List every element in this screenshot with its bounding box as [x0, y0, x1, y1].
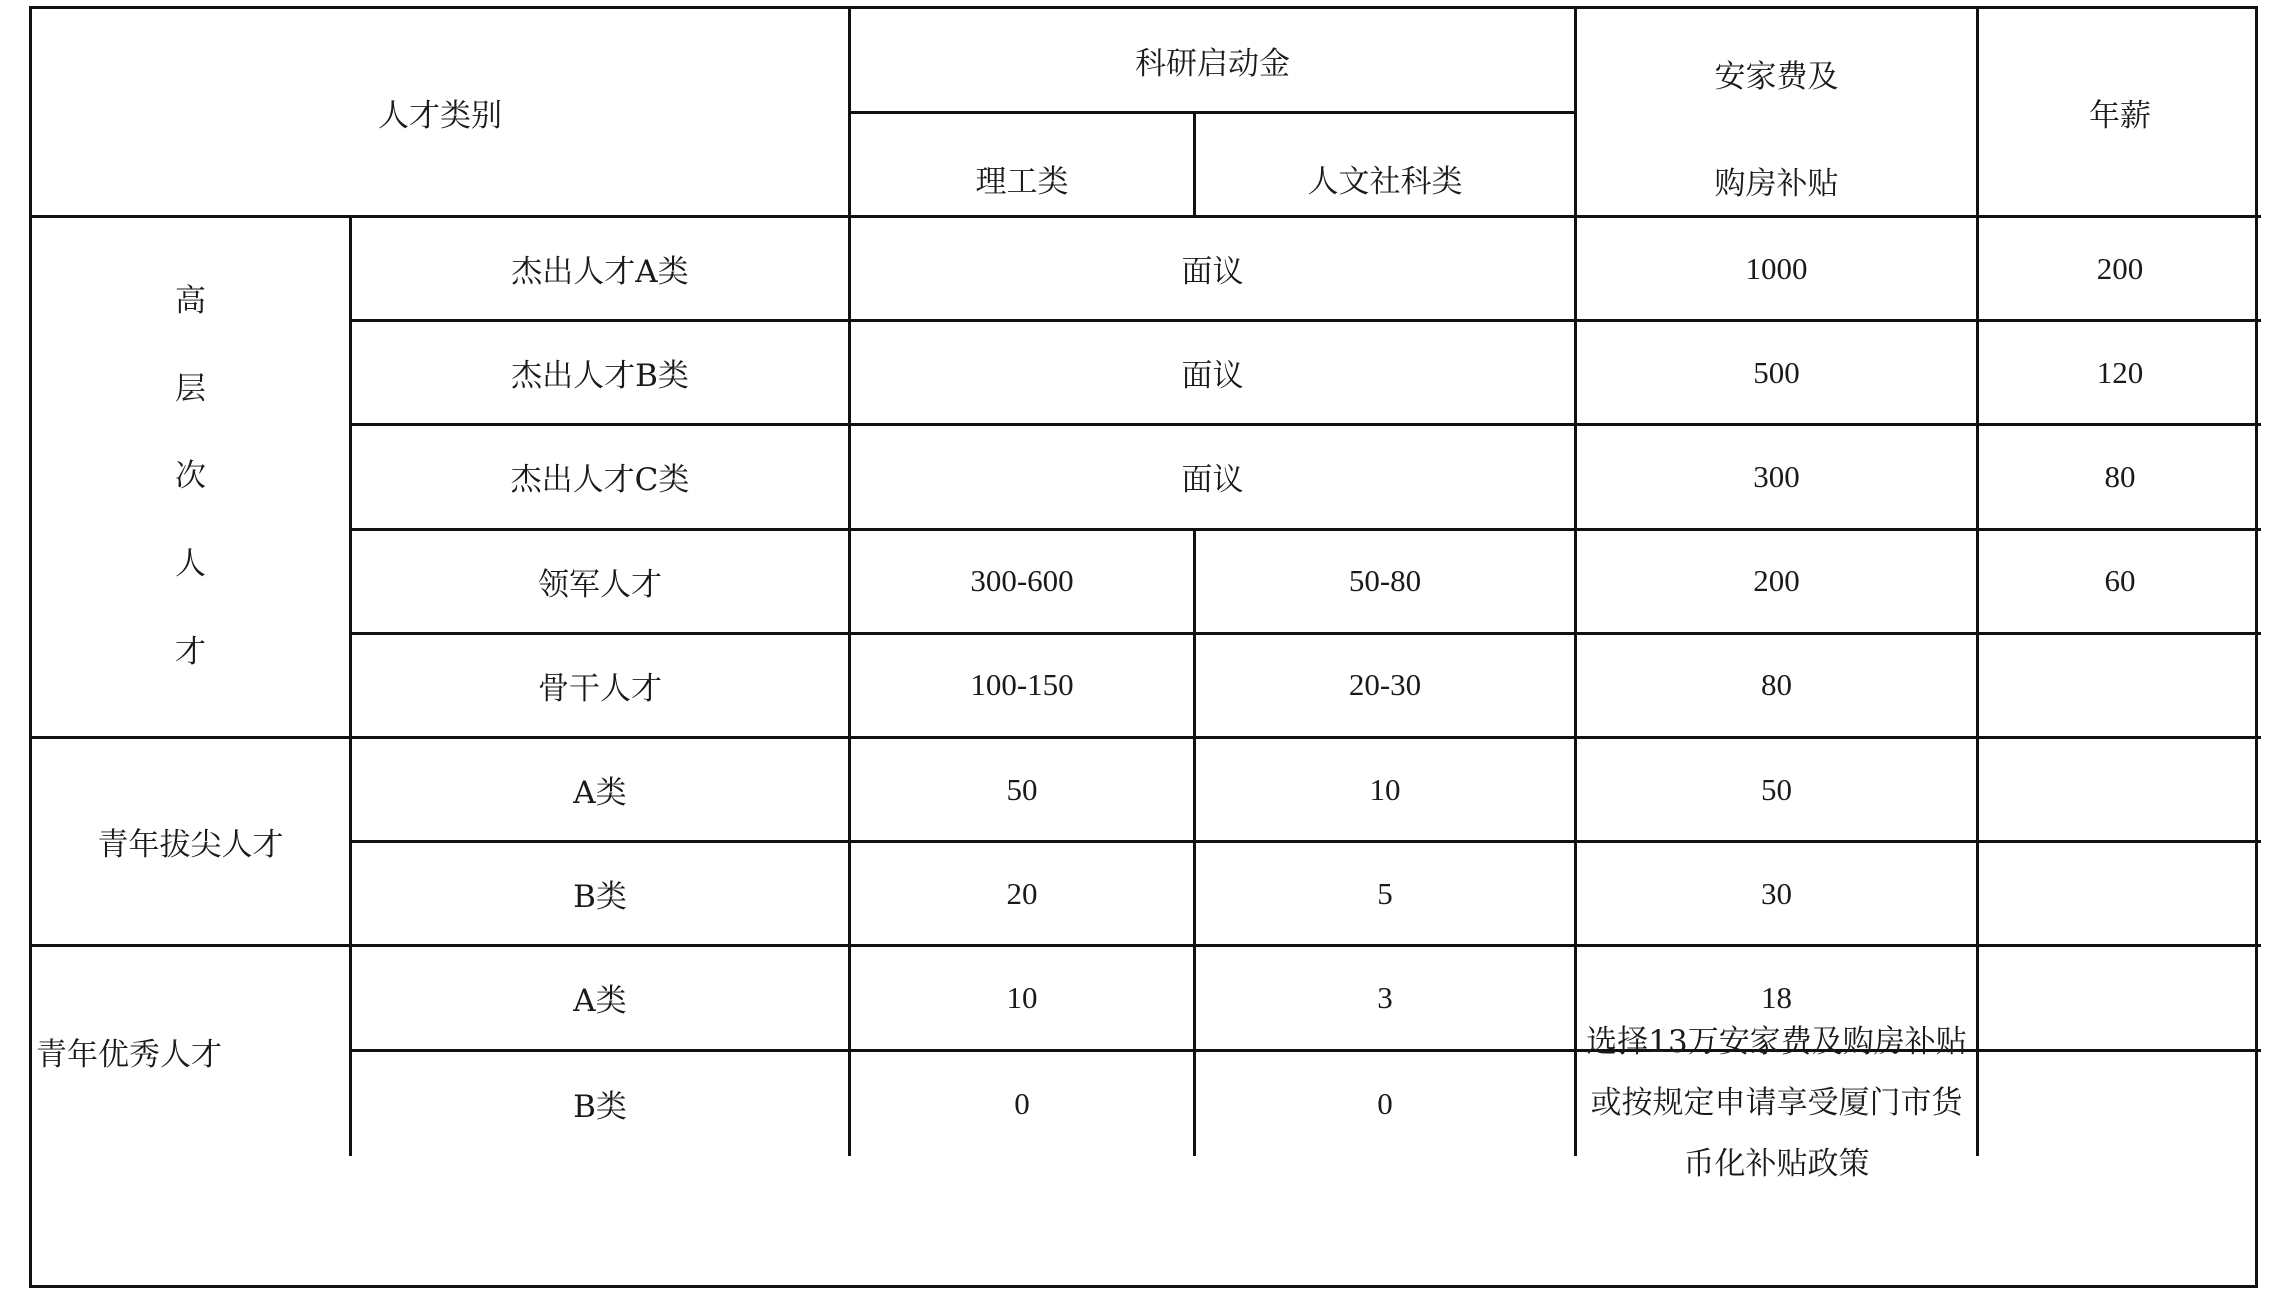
row-science-fund: 50 — [851, 739, 1196, 843]
row-research-fund: 面议 — [851, 218, 1577, 322]
group-high-level-char: 才 — [175, 633, 206, 670]
row-salary — [1979, 635, 2261, 739]
row-research-fund: 面议 — [851, 322, 1577, 426]
group-young-top-talent: 青年拔尖人才 — [32, 739, 352, 947]
settlement-note-line: 币化补贴政策 — [1683, 1146, 1870, 1183]
group-young-excellent-talent: 青年优秀人才 — [32, 947, 352, 1155]
row-settlement: 300 — [1577, 426, 1979, 530]
row-salary — [1979, 739, 2261, 843]
row-settlement: 18 — [1577, 947, 1979, 1051]
group-high-level-char: 次 — [175, 458, 206, 495]
row-salary: 80 — [1979, 426, 2261, 530]
row-humanities-fund: 5 — [1196, 843, 1577, 947]
row-humanities-fund: 0 — [1196, 1052, 1577, 1156]
row-research-fund: 面议 — [851, 426, 1577, 530]
row-salary — [1979, 1052, 2261, 1156]
row-settlement: 500 — [1577, 322, 1979, 426]
row-humanities-fund: 50-80 — [1196, 531, 1577, 635]
header-salary: 年薪 — [1979, 9, 2261, 218]
row-settlement: 80 — [1577, 635, 1979, 739]
header-settlement-line2: 购房补贴 — [1714, 166, 1839, 202]
row-salary — [1979, 947, 2261, 1051]
header-science-eng: 理工类 — [851, 114, 1196, 218]
row-salary: 120 — [1979, 322, 2261, 426]
row-settlement: 200 — [1577, 531, 1979, 635]
row-science-fund: 100-150 — [851, 635, 1196, 739]
row-science-fund: 0 — [851, 1052, 1196, 1156]
row-settlement: 30 — [1577, 843, 1979, 947]
group-high-level-char: 层 — [175, 370, 206, 407]
row-subcategory: A类 — [352, 947, 851, 1051]
row-subcategory: 杰出人才C类 — [352, 426, 851, 530]
row-subcategory: B类 — [352, 843, 851, 947]
settlement-note-line: 选择13万安家费及购房补贴 — [1586, 1023, 1967, 1060]
row-humanities-fund: 3 — [1196, 947, 1577, 1051]
header-category: 人才类别 — [32, 9, 851, 218]
settlement-note-line: 或按规定申请享受厦门市货 — [1590, 1085, 1963, 1121]
row-humanities-fund: 10 — [1196, 739, 1577, 843]
row-subcategory: 领军人才 — [352, 531, 851, 635]
row-settlement: 50 — [1577, 739, 1979, 843]
header-settlement — [1577, 9, 1979, 218]
row-humanities-fund: 20-30 — [1196, 635, 1577, 739]
row-subcategory: A类 — [352, 739, 851, 843]
row-subcategory: 杰出人才B类 — [352, 322, 851, 426]
row-salary — [1979, 843, 2261, 947]
header-settlement-line1: 安家费及 — [1714, 59, 1839, 95]
row-subcategory: B类 — [352, 1052, 851, 1156]
group-high-level-char: 人 — [175, 546, 206, 583]
talent-subsidy-table — [29, 6, 2258, 1288]
row-subcategory: 骨干人才 — [352, 635, 851, 739]
row-science-fund: 10 — [851, 947, 1196, 1051]
row-science-fund: 20 — [851, 843, 1196, 947]
header-humanities: 人文社科类 — [1196, 114, 1577, 218]
row-salary: 60 — [1979, 531, 2261, 635]
row-subcategory: 杰出人才A类 — [352, 218, 851, 322]
group-high-level-char: 高 — [175, 283, 206, 320]
group-high-level-talent — [32, 218, 352, 739]
header-research-fund: 科研启动金 — [851, 9, 1577, 114]
row-salary: 200 — [1979, 218, 2261, 322]
row-settlement-note — [1577, 1023, 1979, 1183]
row-science-fund: 300-600 — [851, 531, 1196, 635]
row-settlement: 1000 — [1577, 218, 1979, 322]
